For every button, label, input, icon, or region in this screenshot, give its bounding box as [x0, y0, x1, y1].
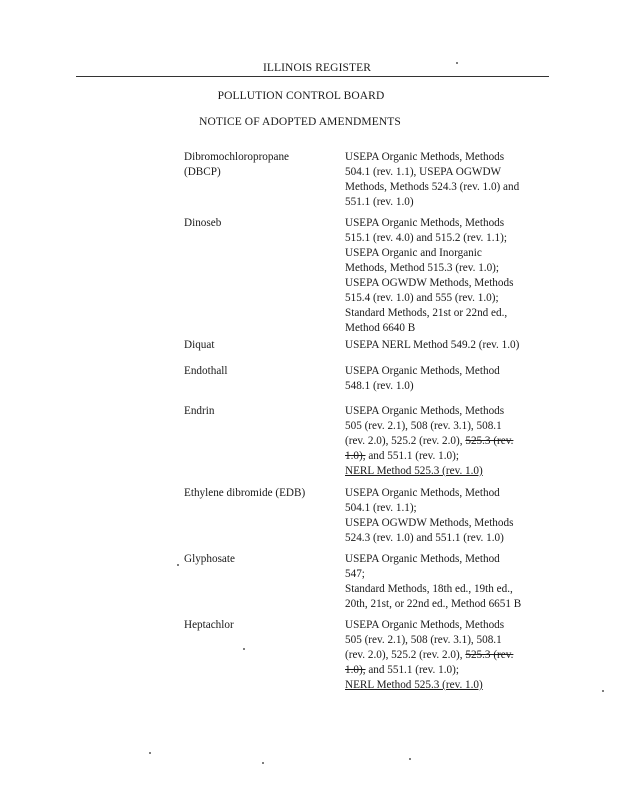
method-line — [345, 501, 550, 516]
method-text: and 551.1 (rev. 1.0); — [365, 450, 459, 462]
method-line — [345, 261, 550, 276]
contaminant-name-line: Heptachlor — [184, 619, 234, 631]
contaminant-name-line: Ethylene dibromide (EDB) — [184, 487, 306, 499]
method-text: Methods, Method 515.3 (rev. 1.0); — [345, 262, 500, 274]
contaminant-name — [184, 486, 334, 501]
register-title: ILLINOIS REGISTER — [262, 62, 372, 74]
scan-speck — [456, 62, 458, 64]
header-rule — [76, 76, 549, 77]
contaminant-name — [184, 404, 334, 419]
method-text: USEPA Organic Methods, Method — [345, 365, 500, 377]
method-line — [345, 648, 550, 663]
method-text: USEPA OGWDW Methods, Methods — [345, 517, 514, 529]
method-line — [345, 150, 550, 165]
method-line — [345, 404, 550, 419]
analytical-method — [345, 552, 550, 612]
contaminant-name-line: Dibromochloropropane — [184, 151, 290, 163]
scan-speck — [243, 648, 245, 650]
method-text: (rev. 2.0), 525.2 (rev. 2.0), — [345, 649, 466, 661]
contaminant-name-line: Glyphosate — [184, 553, 235, 565]
method-line — [345, 552, 550, 567]
method-text: 504.1 (rev. 1.1); — [345, 502, 417, 514]
method-line — [345, 321, 550, 336]
contaminant-name — [184, 552, 334, 567]
contaminant-name-line: Endothall — [184, 365, 228, 377]
method-line — [345, 165, 550, 180]
contaminant-name — [184, 216, 334, 231]
method-text: USEPA Organic Methods, Methods — [345, 619, 505, 631]
method-line — [345, 419, 550, 434]
analytical-method — [345, 486, 550, 546]
method-text: (rev. 2.0), 525.2 (rev. 2.0), — [345, 435, 466, 447]
method-text: USEPA Organic Methods, Method — [345, 553, 500, 565]
notice-title: NOTICE OF ADOPTED AMENDMENTS — [199, 116, 401, 128]
method-text: Method 6640 B — [345, 322, 416, 334]
analytical-method — [345, 618, 550, 693]
method-line — [345, 663, 550, 678]
deleted-text: 1.0), — [345, 450, 366, 462]
scan-speck — [177, 564, 179, 566]
method-text: 515.4 (rev. 1.0) and 555 (rev. 1.0); — [345, 292, 499, 304]
method-line — [345, 180, 550, 195]
scan-speck — [262, 762, 264, 764]
method-line — [345, 195, 550, 210]
method-line — [345, 464, 550, 479]
method-line — [345, 567, 550, 582]
method-text: USEPA Organic and Inorganic — [345, 247, 482, 259]
deleted-text: 1.0), — [345, 664, 366, 676]
method-text: USEPA NERL Method 549.2 (rev. 1.0) — [345, 339, 520, 351]
analytical-method — [345, 338, 550, 353]
method-line — [345, 216, 550, 231]
method-text: USEPA Organic Methods, Methods — [345, 405, 505, 417]
method-text: Methods, Methods 524.3 (rev. 1.0) and — [345, 181, 520, 193]
method-text: USEPA Organic Methods, Methods — [345, 151, 505, 163]
board-title: POLLUTION CONTROL BOARD — [217, 90, 385, 102]
method-text: 20th, 21st, or 22nd ed., Method 6651 B — [345, 598, 522, 610]
method-line — [345, 246, 550, 261]
method-text: 551.1 (rev. 1.0) — [345, 196, 414, 208]
method-text: 548.1 (rev. 1.0) — [345, 380, 414, 392]
method-line — [345, 678, 550, 693]
scan-speck — [602, 690, 604, 692]
method-line — [345, 276, 550, 291]
method-line — [345, 306, 550, 321]
method-line — [345, 291, 550, 306]
method-line — [345, 582, 550, 597]
contaminant-name-line: (DBCP) — [184, 166, 221, 178]
method-text: and 551.1 (rev. 1.0); — [365, 664, 459, 676]
method-text: USEPA Organic Methods, Methods — [345, 217, 505, 229]
method-line — [345, 633, 550, 648]
scan-speck — [149, 752, 151, 754]
method-text: 505 (rev. 2.1), 508 (rev. 3.1), 508.1 — [345, 420, 502, 432]
method-text: Standard Methods, 21st or 22nd ed., — [345, 307, 508, 319]
contaminant-name — [184, 618, 334, 633]
method-line — [345, 231, 550, 246]
contaminant-name — [184, 364, 334, 379]
contaminant-name-line: Endrin — [184, 405, 215, 417]
method-line — [345, 449, 550, 464]
method-line — [345, 618, 550, 633]
analytical-method — [345, 404, 550, 479]
deleted-text: 525.3 (rev. — [465, 435, 514, 447]
method-line — [345, 516, 550, 531]
method-line — [345, 379, 550, 394]
method-line — [345, 597, 550, 612]
deleted-text: 525.3 (rev. — [465, 649, 514, 661]
method-line — [345, 531, 550, 546]
analytical-method — [345, 364, 550, 394]
contaminant-name-line: Dinoseb — [184, 217, 222, 229]
method-text: USEPA OGWDW Methods, Methods — [345, 277, 514, 289]
method-text: USEPA Organic Methods, Method — [345, 487, 500, 499]
analytical-method — [345, 150, 550, 210]
method-text: 515.1 (rev. 4.0) and 515.2 (rev. 1.1); — [345, 232, 507, 244]
method-line — [345, 364, 550, 379]
method-line — [345, 434, 550, 449]
method-text: 504.1 (rev. 1.1), USEPA OGWDW — [345, 166, 502, 178]
method-text: Standard Methods, 18th ed., 19th ed., — [345, 583, 513, 595]
inserted-text: NERL Method 525.3 (rev. 1.0) — [345, 465, 483, 477]
scan-speck — [409, 758, 411, 760]
analytical-method — [345, 216, 550, 336]
method-line — [345, 338, 550, 353]
method-text: 524.3 (rev. 1.0) and 551.1 (rev. 1.0) — [345, 532, 504, 544]
inserted-text: NERL Method 525.3 (rev. 1.0) — [345, 679, 483, 691]
contaminant-name — [184, 150, 334, 180]
method-text: 547; — [345, 568, 365, 580]
method-line — [345, 486, 550, 501]
contaminant-name-line: Diquat — [184, 339, 215, 351]
method-text: 505 (rev. 2.1), 508 (rev. 3.1), 508.1 — [345, 634, 502, 646]
contaminant-name — [184, 338, 334, 353]
